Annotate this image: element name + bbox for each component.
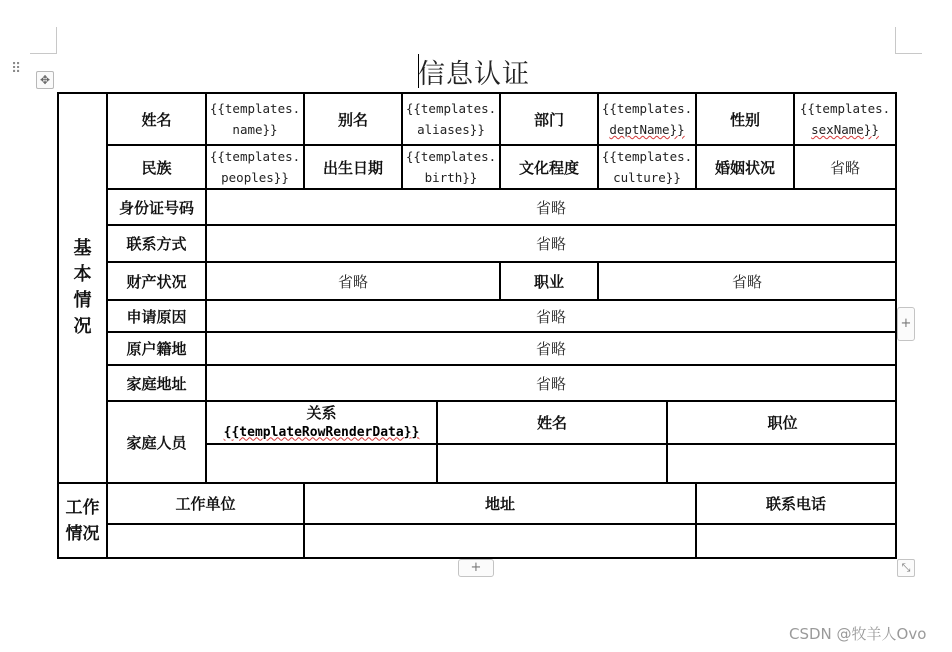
sex-value[interactable]: {{templates. sexName}} (794, 93, 896, 145)
family-members-label[interactable]: 家庭人员 (107, 401, 206, 483)
basic-section-label: 基本情况 (73, 238, 92, 337)
family-name-cell[interactable] (437, 444, 667, 482)
id-number-label[interactable]: 身份证号码 (107, 189, 206, 225)
origin-value[interactable]: 省略 (206, 332, 896, 365)
family-position-cell[interactable] (667, 444, 896, 482)
watermark-text: CSDN @牧羊人Ovo (789, 625, 927, 643)
sex-label[interactable]: 性别 (696, 93, 794, 145)
family-members-table (207, 402, 896, 482)
page-corner-mark-right (895, 27, 922, 54)
work-section-cell[interactable] (58, 483, 107, 558)
birth-label[interactable]: 出生日期 (304, 145, 402, 189)
origin-label[interactable]: 原户籍地 (107, 332, 206, 365)
family-position-header[interactable]: 职位 (667, 402, 896, 444)
work-address-header[interactable]: 地址 (304, 483, 696, 524)
work-unit-cell[interactable] (107, 524, 304, 558)
name-value[interactable]: {{templates. name}} (206, 93, 304, 145)
occupation-value[interactable]: 省略 (598, 262, 896, 300)
occupation-label[interactable]: 职业 (500, 262, 598, 300)
alias-value[interactable]: {{templates. aliases}} (402, 93, 500, 145)
alias-label[interactable]: 别名 (304, 93, 402, 145)
education-label[interactable]: 文化程度 (500, 145, 598, 189)
add-column-button[interactable]: + (897, 307, 915, 341)
ethnic-label[interactable]: 民族 (107, 145, 206, 189)
education-value[interactable]: {{templates. culture}} (598, 145, 696, 189)
contact-value[interactable]: 省略 (206, 225, 896, 262)
id-number-value[interactable]: 省略 (206, 189, 896, 225)
relation-cell[interactable] (207, 444, 437, 482)
add-row-button[interactable]: + (458, 559, 494, 577)
ethnic-value[interactable]: {{templates. peoples}} (206, 145, 304, 189)
page-corner-mark-left (30, 27, 57, 54)
birth-value[interactable]: {{templates. birth}} (402, 145, 500, 189)
home-address-label[interactable]: 家庭地址 (107, 365, 206, 401)
work-phone-cell[interactable] (696, 524, 896, 558)
marital-value[interactable]: 省略 (794, 145, 896, 189)
table-resize-icon[interactable]: ⤡ (897, 559, 915, 577)
family-name-header[interactable]: 姓名 (437, 402, 667, 444)
work-unit-header[interactable]: 工作单位 (107, 483, 304, 524)
family-members-cell (206, 401, 896, 483)
name-label[interactable]: 姓名 (107, 93, 206, 145)
home-address-value[interactable]: 省略 (206, 365, 896, 401)
table-move-icon[interactable]: ✥ (36, 71, 54, 89)
dept-label[interactable]: 部门 (500, 93, 598, 145)
reason-label[interactable]: 申请原因 (107, 300, 206, 332)
info-form-table (57, 92, 897, 559)
marital-label[interactable]: 婚姻状况 (696, 145, 794, 189)
document-title[interactable]: 信息认证 (418, 59, 530, 90)
basic-section-cell[interactable] (58, 93, 107, 483)
property-label[interactable]: 财产状况 (107, 262, 206, 300)
reason-value[interactable]: 省略 (206, 300, 896, 332)
relation-header[interactable]: 关系 {{templateRowRenderData}} (207, 402, 437, 444)
work-address-cell[interactable] (304, 524, 696, 558)
work-section-label: 工作情况 (65, 497, 100, 544)
property-value[interactable]: 省略 (206, 262, 500, 300)
contact-label[interactable]: 联系方式 (107, 225, 206, 262)
work-phone-header[interactable]: 联系电话 (696, 483, 896, 524)
dept-value[interactable]: {{templates. deptName}} (598, 93, 696, 145)
drag-handle-icon[interactable]: ⠿ (11, 61, 21, 77)
